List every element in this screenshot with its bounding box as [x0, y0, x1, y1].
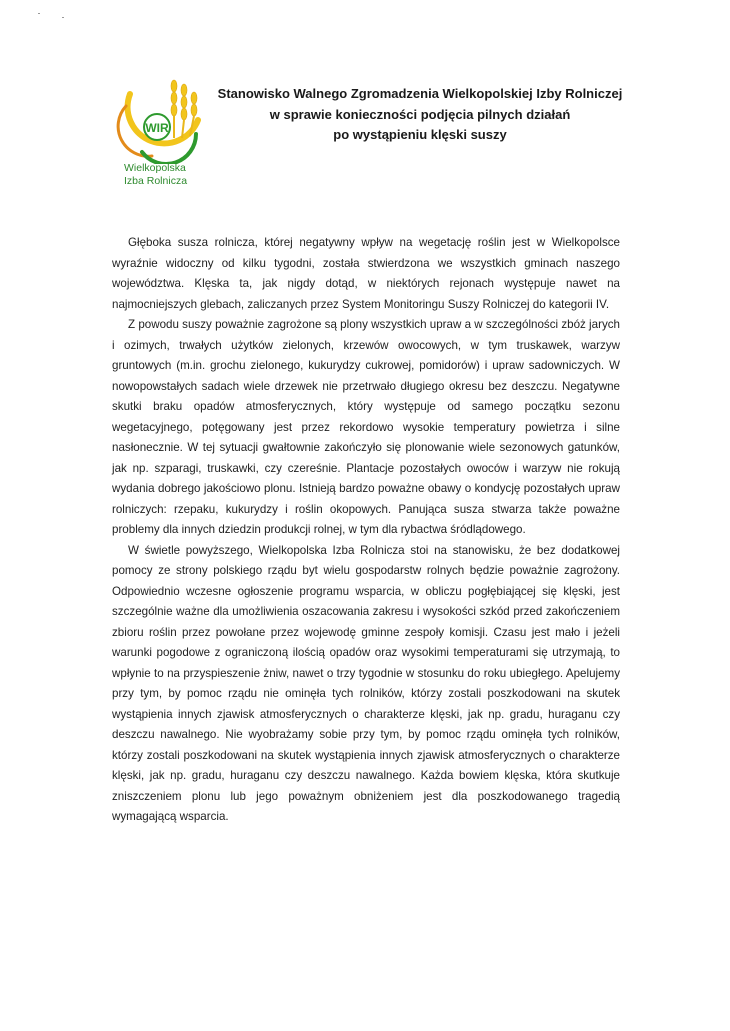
scan-speck [38, 13, 40, 14]
logo-caption [124, 162, 224, 188]
logo-letters: WIR [145, 121, 169, 135]
paragraph-3: W świetle powyższego, Wielkopolska Izba Rolnicza stoi na stanowisku, że bez dodatkowej pomocy ze strony polskiego rządu byt wielu gospodarstw rolnych będzie poważnie zagrożony. Odpowiednio wczesne ogłoszenie programu wsparcia, w obliczu pogłębiającej się klęski, jest szczególnie ważne dla umożliwienia oszacowania zakresu i wysokości szkód przed zakończeniem zbioru roślin przez powołane przez wojewodę gminne zespoły komisji. Czasu jest mało i jeżeli warunki pogodowe z ograniczoną ilością opadów oraz wysokimi temperaturami się utrzymają, to wpłynie to na przyspieszenie żniw, nawet o trzy tygodnie w stosunku do roku ubiegłego. Apelujemy przy tym, by pomoc rządu nie ominęła tych rolników, którzy zostali poszkodowani na skutek wystąpienia innych zjawisk atmosferycznych o charakterze klęski, jak np. gradu, huraganu czy deszczu nawalnego. Nie wyobrażamy sobie przy tym, by pomoc rządu ominęła tych rolników, którzy zostali poszkodowani na skutek wystąpienia innych zjawisk atmosferycznych o charakterze klęski, jak np. gradu, huraganu czy deszczu nawalnego. Każda bowiem klęska, która skutkuje zniszczeniem plonu lub jego poważnym obniżeniem jest dla poszkodowanego tragedią wymagającą wsparcia. [112, 543, 620, 823]
paragraph-1: Głęboka susza rolnicza, której negatywny wpływ na wegetację roślin jest w Wielkopolsce wyraźnie widoczny od kilku tygodni, została stwierdzona we wszystkich gminach naszego województwa. Klęska ta, jak nigdy dotąd, w niektórych rejonach występuje nawet na najmocniejszych glebach, zaliczanych przez System Monitoringu Suszy Rolniczej do kategorii IV. [112, 236, 620, 311]
title-line1: Stanowisko Walnego Zgromadzenia Wielkopolskiej Izby Rolniczej [217, 86, 623, 101]
document-title [200, 84, 640, 146]
title-line3: po wystąpieniu klęski suszy [333, 127, 507, 142]
logo-name-line2: Izba Rolnicza [124, 175, 188, 187]
title-line2: w sprawie konieczności podjęcia pilnych działań [269, 106, 571, 122]
document-body [112, 233, 620, 828]
wir-logo [112, 76, 212, 191]
scan-speck [62, 17, 64, 18]
paragraph-2: Z powodu suszy poważnie zagrożone są plony wszystkich upraw a w szczególności zbóż jarych i ozimych, trwałych użytków zielonych, krzewów owocowych, w tym truskawek, warzyw gruntowych (m.in. grochu zielonego, kukurydzy cukrowej, pomidorów) i upraw sadowniczych. W nowopowstałych sadach wiele drzewek nie przetrwało długiego okresu bez deszczu. Negatywne skutki braku opadów atmosferycznych, który występuje od samego początku sezonu wegetacyjnego, potęgowany jest przez rekordowo wysokie temperatury powietrza i silne nasłonecznie. W tej sytuacji gwałtownie zakończyło się plonowanie wiele sezonowych gatunków, jak np. szparagi, truskawki, czy czereśnie. Plantacje pozostałych owoców i warzyw nie rokują wydania dobrego jakościowo plonu. Istnieją bardzo poważne obawy o kondycję pozostałych upraw rolniczych: rzepaku, kukurydzy i roślin okopowych. Panująca susza stwarza także poważne problemy dla innych dziedzin produkcji rolnej, w tym dla rybactwa śródlądowego. [112, 318, 620, 536]
wheat-emblem-icon [112, 76, 212, 164]
logo-name-line1: Wielkopolska [124, 162, 186, 174]
